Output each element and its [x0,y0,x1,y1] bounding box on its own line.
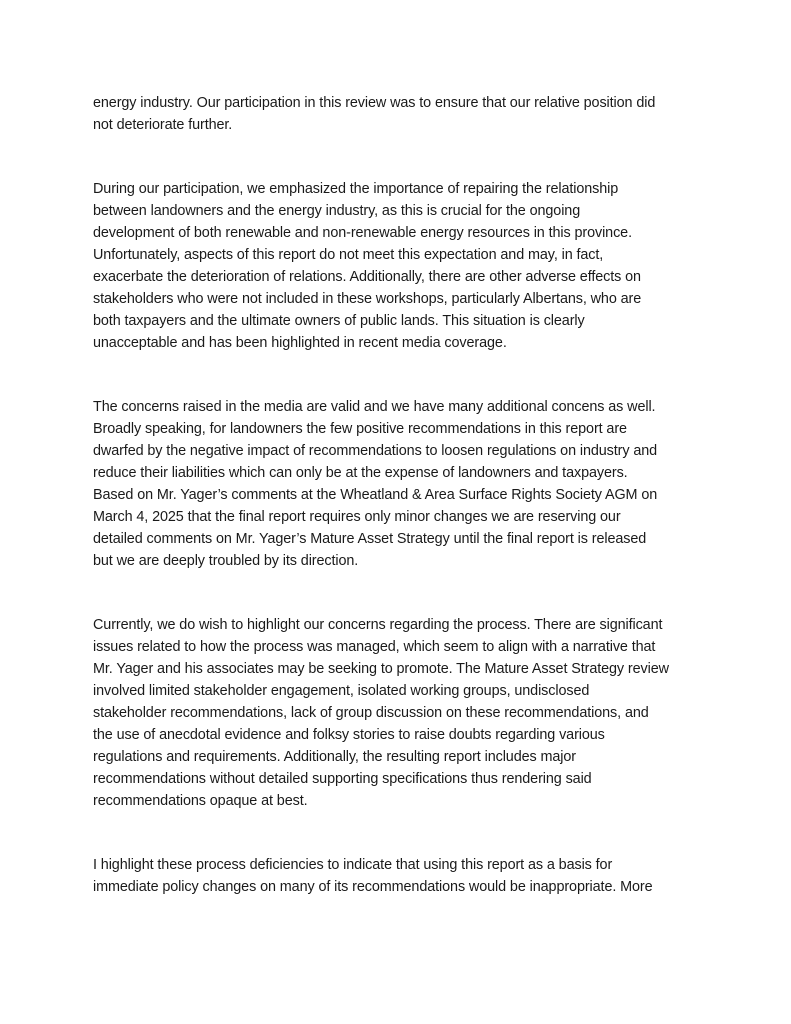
paragraph-line: regulations and requirements. Additionally, the resulting report includes major [93,749,576,765]
paragraph-line: development of both renewable and non-renewable energy resources in this province. [93,225,632,241]
paragraph-line: exacerbate the deterioration of relations. Additionally, there are other adverse effects on [93,269,641,285]
paragraph-3 [93,396,705,572]
paragraph-line: involved limited stakeholder engagement, isolated working groups, undisclosed [93,683,590,699]
paragraph-line: stakeholder recommendations, lack of group discussion on these recommendations, and [93,705,649,721]
paragraph-line: detailed comments on Mr. Yager’s Mature Asset Strategy until the final report is released [93,531,647,547]
paragraph-1 [93,92,705,136]
paragraph-line: recommendations opaque at best. [93,793,308,809]
paragraph-line: not deteriorate further. [93,117,233,133]
paragraph-line: energy industry. Our participation in this review was to ensure that our relative position did [93,95,656,111]
paragraph-line: but we are deeply troubled by its direction. [93,553,359,569]
paragraph-line: Broadly speaking, for landowners the few positive recommendations in this report are [93,421,627,437]
paragraph-line: both taxpayers and the ultimate owners of public lands. This situation is clearly [93,313,585,329]
paragraph-line: reduce their liabilities which can only be at the expense of landowners and taxpayers. [93,465,628,481]
paragraph-line: issues related to how the process was managed, which seem to align with a narrative that [93,639,656,655]
paragraph-line: Mr. Yager and his associates may be seeking to promote. The Mature Asset Strategy review [93,661,669,677]
paragraph-5 [93,854,705,898]
paragraph-4 [93,614,705,812]
paragraph-line: recommendations without detailed supporting specifications thus rendering said [93,771,592,787]
paragraph-2 [93,178,705,354]
paragraph-line: immediate policy changes on many of its recommendations would be inappropriate. More [93,879,653,895]
paragraph-line: unacceptable and has been highlighted in recent media coverage. [93,335,507,351]
paragraph-line: stakeholders who were not included in these workshops, particularly Albertans, who are [93,291,642,307]
paragraph-line: Unfortunately, aspects of this report do not meet this expectation and may, in fact, [93,247,604,263]
paragraph-line: Currently, we do wish to highlight our concerns regarding the process. There are significant [93,617,663,633]
paragraph-line: Based on Mr. Yager’s comments at the Wheatland & Area Surface Rights Society AGM on [93,487,658,503]
paragraph-line: During our participation, we emphasized the importance of repairing the relationship [93,181,619,197]
paragraph-line: the use of anecdotal evidence and folksy stories to raise doubts regarding various [93,727,605,743]
paragraph-line: March 4, 2025 that the final report requires only minor changes we are reserving our [93,509,621,525]
paragraph-line: between landowners and the energy industry, as this is crucial for the ongoing [93,203,581,219]
paragraph-line: The concerns raised in the media are valid and we have many additional concens as well. [93,399,656,415]
paragraph-line: dwarfed by the negative impact of recommendations to loosen regulations on industry and [93,443,658,459]
paragraph-line: I highlight these process deficiencies to indicate that using this report as a basis for [93,857,613,873]
